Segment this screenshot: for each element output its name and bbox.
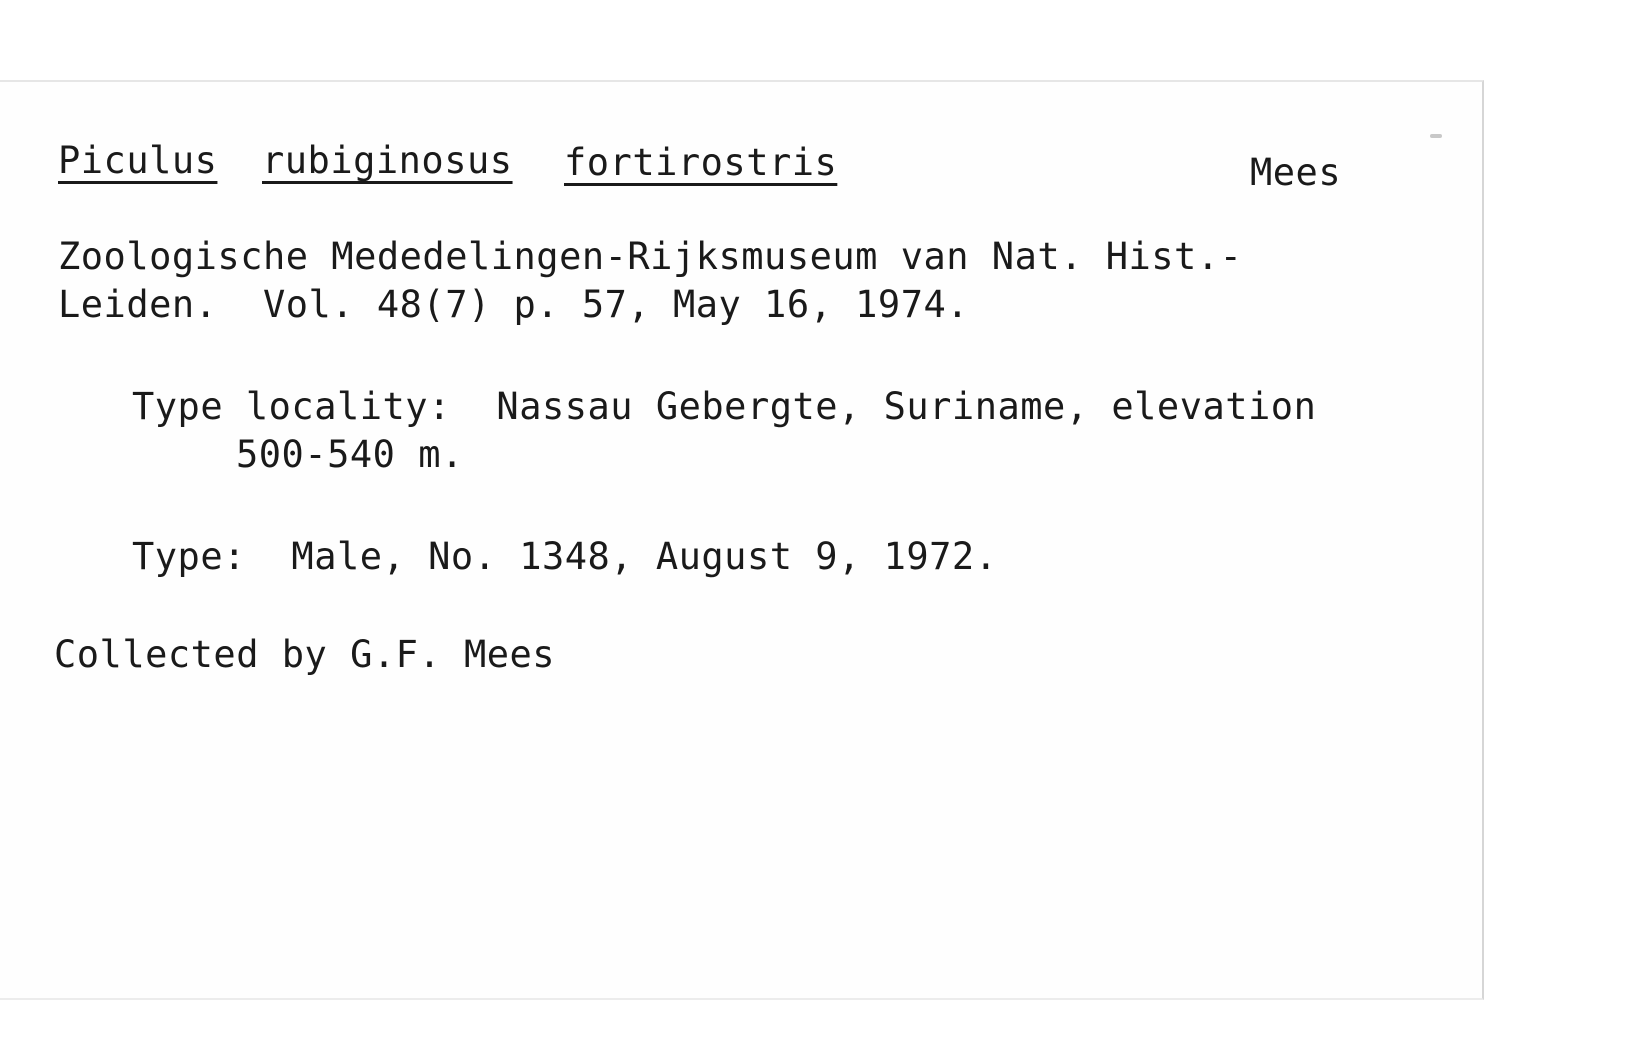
- citation-line-1: Zoologische Mededelingen-Rijksmuseum van Nat. Hist.-: [58, 235, 1243, 278]
- type-specimen: Type: Male, No. 1348, August 9, 1972.: [132, 535, 998, 578]
- subspecies-name: fortirostris: [564, 141, 838, 184]
- type-locality-line-1: Type locality: Nassau Gebergte, Suriname, elevation: [132, 385, 1317, 428]
- card-mark: [1430, 134, 1442, 138]
- type-locality-line-2: 500-540 m.: [236, 433, 464, 476]
- collector: Collected by G.F. Mees: [54, 633, 556, 676]
- citation-line-2: Leiden. Vol. 48(7) p. 57, May 16, 1974.: [58, 283, 970, 326]
- author-name: Mees: [1250, 151, 1342, 194]
- genus-name: Piculus: [58, 139, 218, 182]
- species-name: rubiginosus: [262, 139, 513, 182]
